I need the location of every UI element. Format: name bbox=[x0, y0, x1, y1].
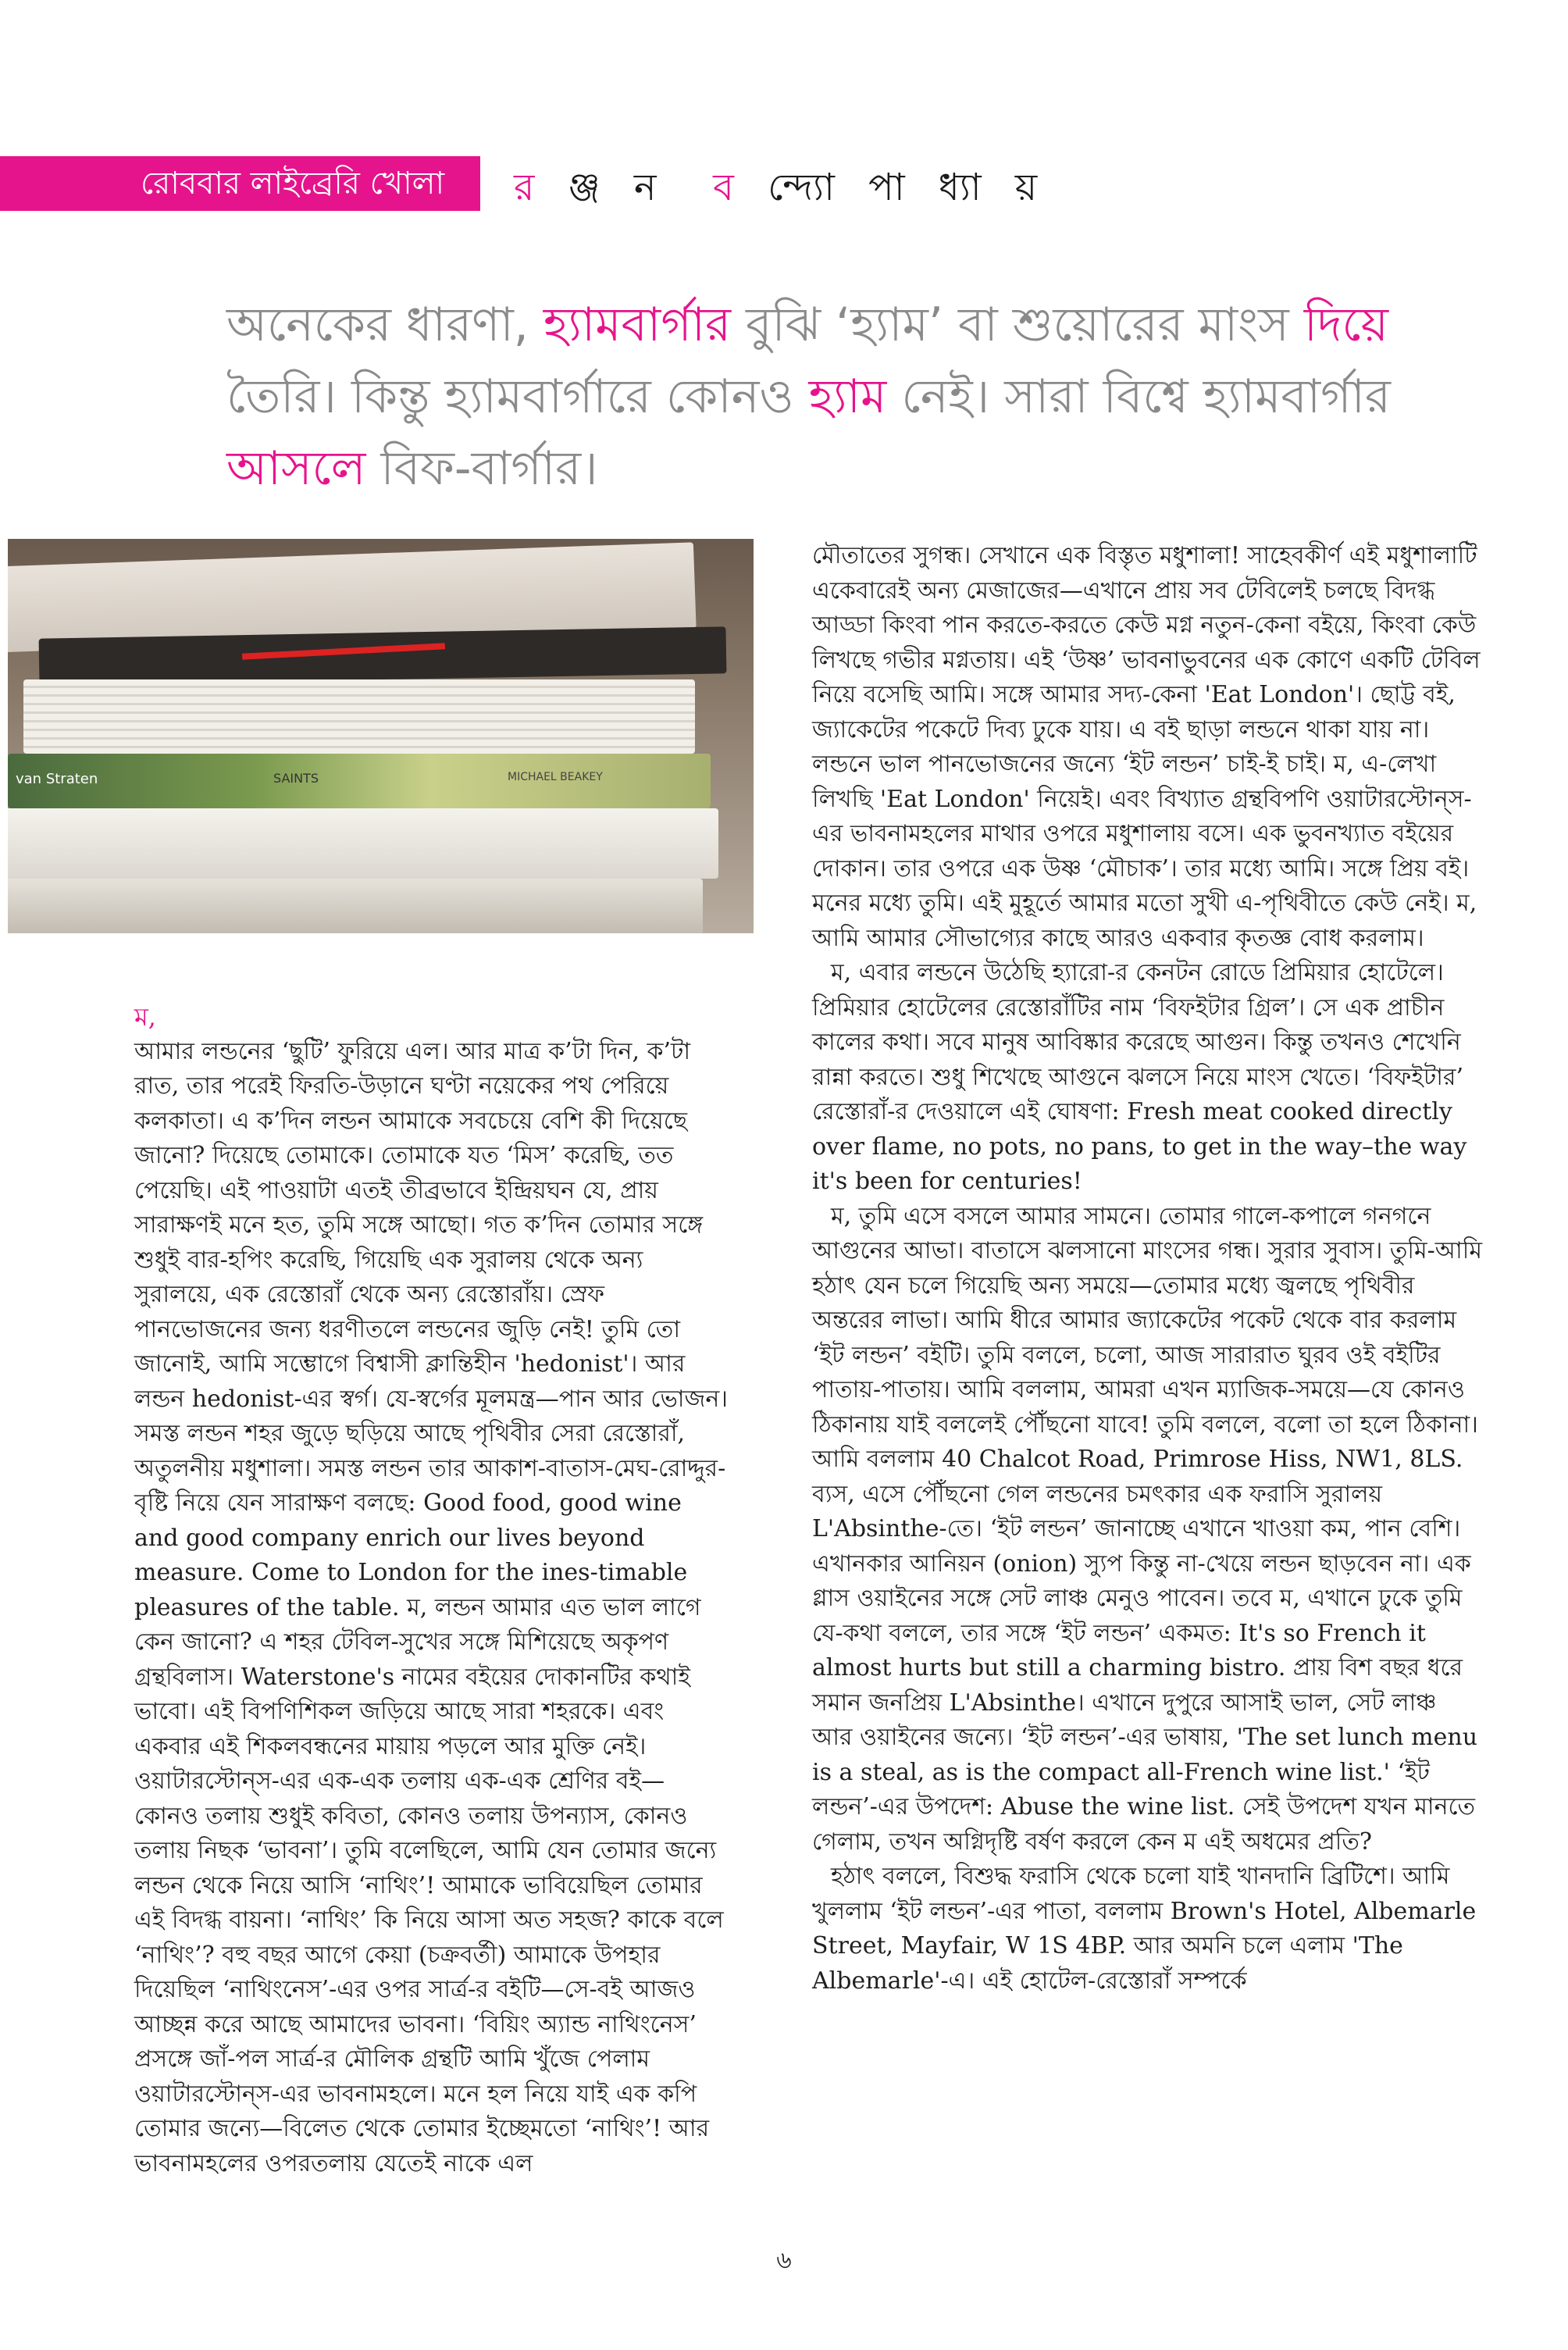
lead-highlight: দিয়ে bbox=[1303, 298, 1388, 352]
lead-text: বুঝি ‘হ্যাম’ বা শুয়োরের মাংস bbox=[731, 298, 1304, 352]
article-column-right bbox=[812, 539, 1484, 1999]
lead-highlight: হ্যামবার্গার bbox=[543, 298, 732, 352]
photo-book bbox=[8, 879, 703, 933]
article-column-left bbox=[134, 1000, 728, 2181]
lead-paragraph bbox=[226, 289, 1445, 505]
photo-book-label: MICHAEL BEAKEY bbox=[508, 771, 603, 783]
photo-book bbox=[8, 808, 718, 879]
article-paragraph: মৌতাতের সুগন্ধ। সেখানে এক বিস্তৃত মধুশালা! সাহেবকীর্ণ এই মধুশালাটি একেবারেই অন্য মেজাজের—এখানে প্রায় সব টেবিলেই চলছে বিদগ্ধ আড্ডা কিংবা পান করতে-করতে কেউ মগ্ন নতুন-কেনা বইয়ে, কিংবা কেউ লিখছে গভীর মগ্নতায়। এই ‘উষ্ণ’ ভাবনাভুবনের এক কোণে একটি টেবিল নিয়ে বসেছি আমি। সঙ্গে আমার সদ্য-কেনা 'Eat London'। ছোট্ট বই, জ্যাকেটের পকেটে দিব্য ঢুকে যায়। এ বই ছাড়া লন্ডনে থাকা যায় না। লন্ডনে ভাল পানভোজনের জন্যে ‘ইট লন্ডন’ চাই-ই চাই। ম, এ-লেখা লিখছি 'Eat London' নিয়েই। এবং বিখ্যাত গ্রন্থবিপণি ওয়াটারস্টোন্‌স-এর ভাবনামহলের মাথার ওপরে মধুশালায় বসে। এক ভুবনখ্যাত বইয়ের দোকান। তার ওপরে এক উষ্ণ ‘মৌচাক’। তার মধ্যে আমি। সঙ্গে প্রিয় বই। মনের মধ্যে তুমি। এই মুহূর্তে আমার মতো সুখী এ-পৃথিবীতে কেউ নেই। ম, আমি আমার সৌভাগ্যের কাছে আরও একবার কৃতজ্ঞ বোধ করলাম। bbox=[812, 542, 1481, 952]
lead-highlight: আসলে bbox=[226, 441, 366, 496]
article-paragraph: হঠাৎ বললে, বিশুদ্ধ ফরাসি থেকে চলো যাই খানদানি ব্রিটিশে। আমি খুললাম ‘ইট লন্ডন’-এর পাতা, বললাম Brown's Hotel, Albemarle Street, Mayfair, W 1S 4BP. আর অমনি চলে এলাম 'The Albemarle'-এ। এই হোটেল-রেস্তোরাঁ সম্পর্কে bbox=[812, 1863, 1477, 1995]
author-last-initial: ব bbox=[713, 166, 745, 209]
lead-text: বিফ-বার্গার। bbox=[365, 441, 598, 496]
photo-book bbox=[8, 754, 711, 808]
photo-book bbox=[23, 679, 695, 754]
book-stack-photo bbox=[8, 539, 754, 933]
author-first-rest: ঞ্জ ন bbox=[545, 166, 668, 209]
article-paragraph: ম, এবার লন্ডনে উঠেছি হ্যারো-র কেনটন রোডে প্রিমিয়ার হোটেলে। প্রিমিয়ার হোটেলের রেস্তোরাঁটির নাম ‘বিফইটার গ্রিল’। সে এক প্রাচীন কালের কথা। সবে মানুষ আবিষ্কার করেছে আগুন। কিন্তু তখনও শেখেনি রান্না করতে। শুধু শিখেছে আগুনে ঝলসে নিয়ে মাংস খেতে। ‘বিফইটার’ রেস্তোরাঁ-র দেওয়ালে এই ঘোষণা: Fresh meat cooked directly over flame, no pots, no pans, to get in the way–the way it's been for centuries! bbox=[812, 959, 1467, 1195]
lead-text: নেই। সারা বিশ্বে হ্যামবার্গার bbox=[886, 369, 1391, 424]
author-first-initial: র bbox=[514, 166, 546, 209]
salutation: ম, bbox=[134, 1002, 156, 1032]
page-number: ৬ bbox=[776, 2247, 792, 2274]
author-last-rest: ন্দ্যো পা ধ্যা য় bbox=[744, 166, 1049, 209]
photo-book-label: SAINTS bbox=[273, 771, 319, 786]
section-title: রোববার লাইব্রেরি খোলা bbox=[141, 166, 445, 201]
article-paragraph: আমার লন্ডনের ‘ছুটি’ ফুরিয়ে এল। আর মাত্র ক’টা দিন, ক’টা রাত, তার পরেই ফিরতি-উড়ানে ঘণ্টা নয়েকের পথ পেরিয়ে কলকাতা। এ ক’দিন লন্ডন আমাকে সবচেয়ে বেশি কী দিয়েছে জানো? দিয়েছে তোমাকে। তোমাকে যত ‘মিস’ করেছি, তত পেয়েছি। এই পাওয়াটা এতই তীব্রভাবে ইন্দ্রিয়ঘন যে, প্রায় সারাক্ষণই মনে হত, তুমি সঙ্গে আছো। গত ক’দিন তোমার সঙ্গে শুধুই বার-হপিং করেছি, গিয়েছি এক সুরালয় থেকে অন্য সুরালয়ে, এক রেস্তোরাঁ থেকে অন্য রেস্তোরাঁয়। স্রেফ পানভোজনের জন্য ধরণীতলে লন্ডনের জুড়ি নেই! তুমি তো জানোই, আমি সম্ভোগে বিশ্বাসী ক্লান্তিহীন 'hedonist'। আর লন্ডন hedonist-এর স্বর্গ। যে-স্বর্গের মূলমন্ত্র—পান আর ভোজন। সমস্ত লন্ডন শহর জুড়ে ছড়িয়ে আছে পৃথিবীর সেরা রেস্তোরাঁ, অতুলনীয় মধুশালা। সমস্ত লন্ডন তার আকাশ-বাতাস-মেঘ-রোদ্দুর-বৃষ্টি নিয়ে যেন সারাক্ষণ বলছে: Good food, good wine and good company enrich our lives beyond measure. Come to London for the ines-timable pleasures of the table. ম, লন্ডন আমার এত ভাল লাগে কেন জানো? এ শহর টেবিল-সুখের সঙ্গে মিশিয়েছে অকৃপণ গ্রন্থবিলাস। Waterstone's নামের বইয়ের দোকানটির কথাই ভাবো। এই বিপণিশিকল জড়িয়ে আছে সারা শহরকে। এবং একবার এই শিকলবন্ধনের মায়ায় পড়লে আর মুক্তি নেই। ওয়াটারস্টোন্‌স-এর এক-এক তলায় এক-এক শ্রেণির বই—কোনও তলায় শুধুই কবিতা, কোনও তলায় উপন্যাস, কোনও তলায় নিছক ‘ভাবনা’। তুমি বলেছিলে, আমি যেন তোমার জন্যে লন্ডন থেকে নিয়ে আসি ‘নাথিং’! আমাকে ভাবিয়েছিল তোমার এই বিদগ্ধ বায়না। ‘নাথিং’ কি নিয়ে আসা অত সহজ? কাকে বলে ‘নাথিং’? বহু বছর আগে কেয়া (চক্রবর্তী) আমাকে উপহার দিয়েছিল ‘নাথিংনেস’-এর ওপর সার্ত্র-র বইটি—সে-বই আজও আচ্ছন্ন করে আছে আমাদের ভাবনা। ‘বিয়িং অ্যান্ড নাথিংনেস’ প্রসঙ্গে জাঁ-পল সার্ত্র-র মৌলিক গ্রন্থটি আমি খুঁজে পেলাম ওয়াটারস্টোন্‌স-এর ভাবনামহলে। মনে হল নিয়ে যাই এক কপি তোমার জন্যে—বিলেত থেকে তোমার ইচ্ছেমতো ‘নাথিং’! আর ভাবনামহলের ওপরতলায় যেতেই নাকে এল bbox=[134, 1037, 728, 2177]
author-name bbox=[514, 160, 1048, 215]
section-title-banner bbox=[0, 156, 480, 211]
lead-text: অনেকের ধারণা, bbox=[226, 298, 543, 352]
lead-highlight: হ্যাম bbox=[808, 369, 887, 424]
photo-book-label: van Straten bbox=[16, 771, 98, 787]
article-paragraph: ম, তুমি এসে বসলে আমার সামনে। তোমার গালে-কপালে গনগনে আগুনের আভা। বাতাসে ঝলসানো মাংসের গন্ধ। সুরার সুবাস। তুমি-আমি হঠাৎ যেন চলে গিয়েছি অন্য সময়ে—তোমার মধ্যে জ্বলছে পৃথিবীর অন্তরের লাভা। আমি ধীরে আমার জ্যাকেটের পকেট থেকে বার করলাম ‘ইট লন্ডন’ বইটি। তুমি বললে, চলো, আজ সারারাত ঘুরব ওই বইটির পাতায়-পাতায়। আমি বললাম, আমরা এখন ম্যাজিক-সময়ে—যে কোনও ঠিকানায় যাই বললেই পৌঁছনো যাবে! তুমি বললে, বলো তা হলে ঠিকানা। আমি বললাম 40 Chalcot Road, Primrose Hiss, NW1, 8LS. ব্যস, এসে পৌঁছনো গেল লন্ডনের চমৎকার এক ফরাসি সুরালয় L'Absinthe-তে। ‘ইট লন্ডন’ জানাচ্ছে এখানে খাওয়া কম, পান বেশি। এখানকার আনিয়ন (onion) স্যুপ কিন্তু না-খেয়ে লন্ডন ছাড়বেন না। এক গ্লাস ওয়াইনের সঙ্গে সেট লাঞ্চ মেনুও পাবেন। তবে ম, এখানে ঢুকে তুমি যে-কথা বললে, তার সঙ্গে ‘ইট লন্ডন’ একমত: It's so French it almost hurts but still a charming bistro. প্রায় বিশ বছর ধরে সমান জনপ্রিয় L'Absinthe। এখানে দুপুরে আসাই ভাল, সেট লাঞ্চ আর ওয়াইনের জন্যে। ‘ইট লন্ডন’-এর ভাষায়, 'The set lunch menu is a steal, as is the compact all-French wine list.' ‘ইট লন্ডন’-এর উপদেশ: Abuse the wine list. সেই উপদেশ যখন মানতে গেলাম, তখন অগ্নিদৃষ্টি বর্ষণ করলে কেন ম এই অধমের প্রতি? bbox=[812, 1202, 1483, 1856]
lead-text: তৈরি। কিন্তু হ্যামবার্গারে কোনও bbox=[226, 369, 809, 424]
